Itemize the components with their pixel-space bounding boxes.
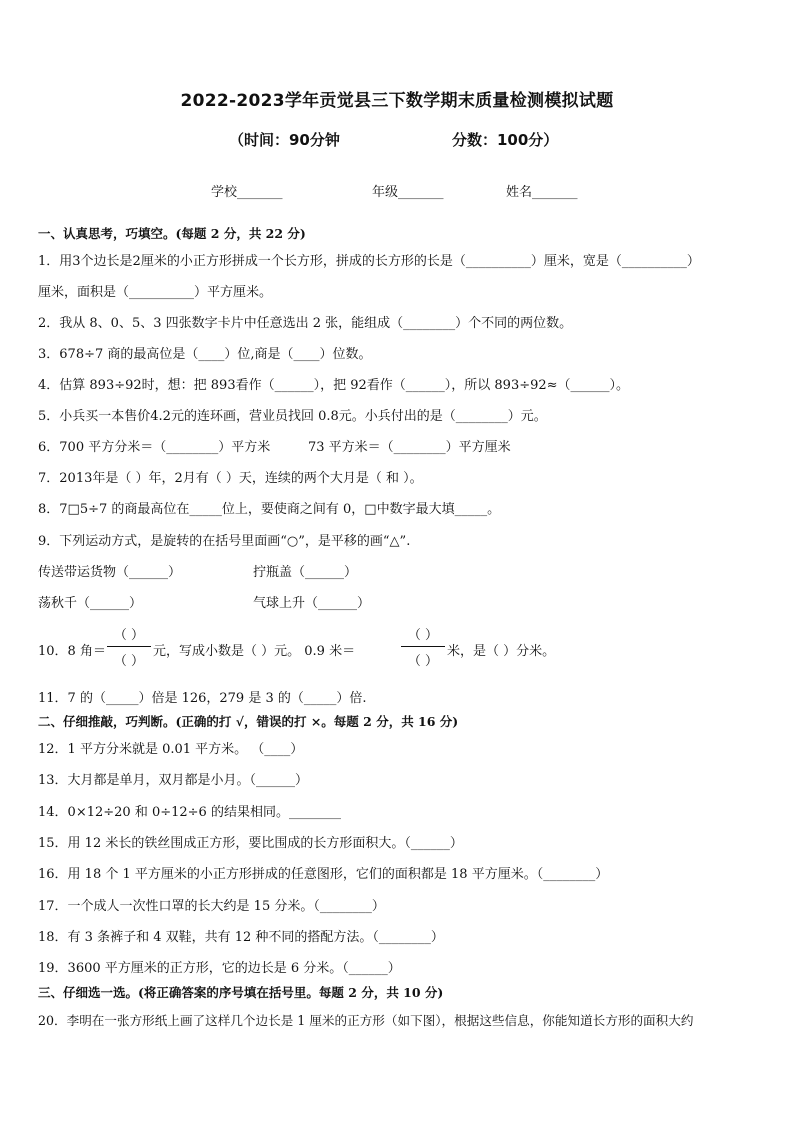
question-9: 9．下列运动方式，是旋转的在括号里面画“○”，是平移的画“△”. <box>38 534 411 549</box>
question-9-item-conveyor: 传送带运货物（______） <box>38 565 182 580</box>
question-20: 20．李明在一张方形纸上画了这样几个边长是 1 厘米的正方形（如下图），根据这些信息，你能知道长方形的面积大约 <box>38 1013 694 1028</box>
question-15: 15．用 12 米长的铁丝围成正方形，要比围成的长方形面积大。（______） <box>38 836 463 851</box>
question-10-fraction-1 <box>107 624 151 669</box>
question-9-item-balloon: 气球上升（______） <box>253 596 371 611</box>
question-9-item-swing: 荡秋千（______） <box>38 596 143 611</box>
page-title: 2022-2023学年贡觉县三下数学期末质量检测模拟试题 <box>180 91 614 111</box>
exam-time: （时间：90分钟 <box>229 131 340 149</box>
question-7: 7．2013年是（ ）年，2月有（ ）天，连续的两个大月是（ 和 ）。 <box>38 471 423 486</box>
question-17: 17．一个成人一次性口罩的长大约是 15 分米。（________） <box>38 899 385 914</box>
question-1-line-2: 厘米，面积是（__________）平方厘米。 <box>38 285 273 300</box>
question-13: 13．大月都是单月，双月都是小月。（______） <box>38 773 309 788</box>
question-12: 12．1 平方分米就是 0.01 平方米。 （____） <box>38 742 304 757</box>
question-8: 8．7□5÷7 的商最高位在_____位上，要使商之间有 0，□中数字最大填_____。 <box>38 502 501 517</box>
question-10-end: 米，是（ ）分米。 <box>447 644 556 659</box>
fraction-bar <box>107 646 151 647</box>
section-1-heading: 一、认真思考，巧填空。(每题 2 分，共 22 分) <box>38 226 306 241</box>
question-10-fraction-2 <box>401 624 445 669</box>
school-field: 学校_______ <box>211 185 283 200</box>
fraction-numerator: （ ） <box>407 628 439 643</box>
question-10-middle: 元，写成小数是（ ）元。 0.9 米＝ <box>153 644 356 659</box>
grade-field: 年级_______ <box>372 185 444 200</box>
fraction-denominator: （ ） <box>407 654 439 669</box>
fraction-bar <box>401 646 445 647</box>
section-2-heading: 二、仔细推敲，巧判断。(正确的打 √，错误的打 ×。每题 2 分，共 16 分) <box>38 714 459 729</box>
question-14: 14．0×12÷20 和 0÷12÷6 的结果相同。________ <box>38 805 341 820</box>
exam-score: 分数：100分） <box>452 131 559 149</box>
question-5: 5．小兵买一本售价4.2元的连环画，营业员找回 0.8元。小兵付出的是（________）元。 <box>38 409 547 424</box>
fraction-denominator: （ ） <box>113 654 145 669</box>
name-field: 姓名_______ <box>506 185 578 200</box>
question-9-item-bottle-cap: 拧瓶盖（______） <box>253 565 358 580</box>
question-16: 16．用 18 个 1 平方厘米的小正方形拼成的任意图形，它们的面积都是 18 平方厘米。（________） <box>38 867 609 882</box>
section-3-heading: 三、仔细选一选。(将正确答案的序号填在括号里。每题 2 分，共 10 分) <box>38 985 444 1000</box>
question-2: 2．我从 8、0、5、3 四张数字卡片中任意选出 2 张，能组成（________）个不同的两位数。 <box>38 316 573 331</box>
question-6-part-2: 73 平方米＝（________）平方厘米 <box>308 440 511 455</box>
fraction-numerator: （ ） <box>113 628 145 643</box>
question-19: 19．3600 平方厘米的正方形，它的边长是 6 分米。（______） <box>38 961 401 976</box>
question-6-part-1: 6．700 平方分米＝（________）平方米 <box>38 440 271 455</box>
question-11: 11．7 的（_____）倍是 126，279 是 3 的（_____）倍. <box>38 691 367 706</box>
question-4: 4．估算 893÷92时，想：把 893看作（______），把 92看作（______），所以 893÷92≈（______）。 <box>38 378 630 393</box>
question-3: 3．678÷7 商的最高位是（____）位,商是（____）位数。 <box>38 347 372 362</box>
question-10-prefix: 10．8 角＝ <box>38 644 106 659</box>
question-18: 18．有 3 条裤子和 4 双鞋，共有 12 种不同的搭配方法。（________） <box>38 930 444 945</box>
question-1-line-1: 1．用3个边长是2厘米的小正方形拼成一个长方形，拼成的长方形的长是（__________）厘米，宽是（__________） <box>38 254 700 269</box>
